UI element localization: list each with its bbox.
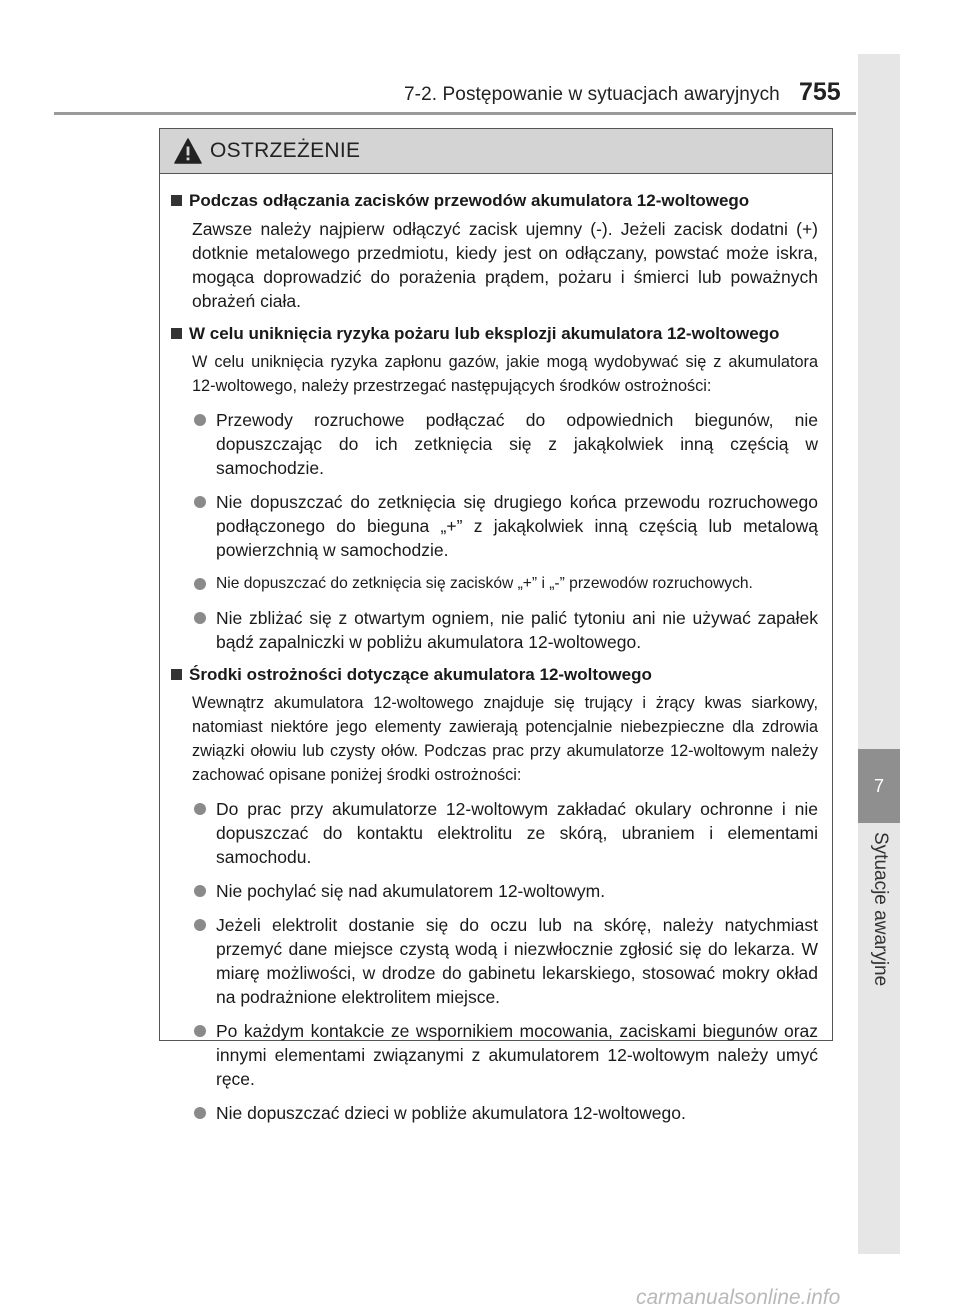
circle-bullet-icon — [194, 885, 206, 897]
list-item — [194, 606, 818, 654]
list-item — [194, 490, 818, 562]
list-item-text: Przewody rozruchowe podłączać do odpowiednich biegunów, nie dopuszczając do ich zetknięcia się z jakąkolwiek inną częścią w samochodzie. — [216, 410, 818, 478]
list-item — [194, 797, 818, 869]
square-bullet-icon — [171, 328, 182, 339]
chapter-number-badge — [858, 749, 900, 823]
list-item — [194, 1101, 818, 1125]
circle-bullet-icon — [194, 1107, 206, 1119]
warning-triangle-icon — [174, 138, 202, 164]
warning-header — [160, 129, 832, 174]
section-heading-text: Podczas odłączania zacisków przewodów akumulatora 12-woltowego — [189, 191, 750, 210]
section-heading-text: W celu uniknięcia ryzyka pożaru lub eksplozji akumulatora 12-woltowego — [189, 324, 780, 343]
list-item-text: Nie dopuszczać do zetknięcia się drugiego końca przewodu rozruchowego podłączonego do bieguna „+” z jakąkolwiek inną częścią lub metalową powierzchnią w samochodzie. — [216, 492, 818, 560]
square-bullet-icon — [171, 669, 182, 680]
section-heading — [170, 321, 818, 346]
list-item — [194, 1019, 818, 1091]
list-item-text: Nie pochylać się nad akumulatorem 12-woltowym. — [216, 881, 606, 901]
list-item-text: Po każdym kontakcie ze wspornikiem mocowania, zaciskami biegunów oraz innymi elementami związanymi z akumulatorem 12-woltowym należy umyć ręce. — [216, 1021, 818, 1089]
section-heading — [170, 662, 818, 687]
warning-box — [159, 128, 833, 1123]
section-paragraph: Wewnątrz akumulatora 12-woltowego znajduje się trujący i żrący kwas siarkowy, natomiast niektóre jego elementy zawierają potencjalnie niebezpieczne dla zdrowia związki ołowiu lub czysty ołów. Podczas prac przy akumulatorze 12-woltowym należy zachować opisane poniżej środki ostrożności: — [192, 694, 818, 784]
section-heading-text: Środki ostrożności dotyczące akumulatora 12-woltowego — [189, 665, 652, 684]
header-divider — [54, 112, 856, 115]
list-item-text: Nie dopuszczać do zetknięcia się zacisków „+” i „-” przewodów rozruchowych. — [216, 575, 753, 592]
square-bullet-icon — [171, 195, 182, 206]
circle-bullet-icon — [194, 803, 206, 815]
section-paragraph: Zawsze należy najpierw odłączyć zacisk ujemny (-). Jeżeli zacisk dodatni (+) dotknie metalowego przedmiotu, kiedy jest on odłączany, powstać może iskra, mogąca doprowadzić do porażenia prądem, pożaru i śmierci lub poważnych obrażeń ciała. — [192, 219, 818, 311]
section-paragraph: W celu uniknięcia ryzyka zapłonu gazów, jakie mogą wydobywać się z akumulatora 12-woltowego, należy przestrzegać następujących środków ostrożności: — [192, 353, 818, 395]
list-item — [194, 408, 818, 480]
chapter-number: 7 — [873, 775, 884, 796]
warning-title: OSTRZEŻENIE — [210, 139, 361, 162]
circle-bullet-icon — [194, 414, 206, 426]
chapter-title: Sytuacje awaryjne — [870, 832, 891, 987]
page-number: 755 — [799, 78, 841, 106]
watermark: carmanualsonline.info — [636, 1286, 841, 1309]
circle-bullet-icon — [194, 612, 206, 624]
list-item-text: Jeżeli elektrolit dostanie się do oczu lub na skórę, należy natychmiast przemyć dane miejsce czystą wodą i niezwłocznie zgłosić się do lekarza. W miarę możliwości, w drodze do gabinetu lekarskiego, stosować mokry okład na podrażnione elektrolitem miejsce. — [216, 915, 818, 1007]
circle-bullet-icon — [194, 919, 206, 931]
list-item — [194, 879, 818, 903]
list-item — [194, 913, 818, 1009]
side-chapter-tab — [858, 54, 900, 1254]
list-item-text: Nie dopuszczać dzieci w pobliże akumulatora 12-woltowego. — [216, 1103, 686, 1123]
section-heading — [170, 188, 818, 213]
list-item-text: Nie zbliżać się z otwartym ogniem, nie palić tytoniu ani nie używać zapałek bądź zapalniczki w pobliżu akumulatora 12-woltowego. — [216, 608, 818, 652]
circle-bullet-icon — [194, 578, 206, 590]
circle-bullet-icon — [194, 1025, 206, 1037]
section-title: 7-2. Postępowanie w sytuacjach awaryjnych — [404, 84, 780, 105]
list-item — [194, 572, 818, 596]
list-item-text: Do prac przy akumulatorze 12-woltowym zakładać okulary ochronne i nie dopuszczać do kontaktu elektrolitu ze skórą, ubraniem i elementami samochodu. — [216, 799, 818, 867]
warning-content — [160, 174, 832, 1125]
circle-bullet-icon — [194, 496, 206, 508]
